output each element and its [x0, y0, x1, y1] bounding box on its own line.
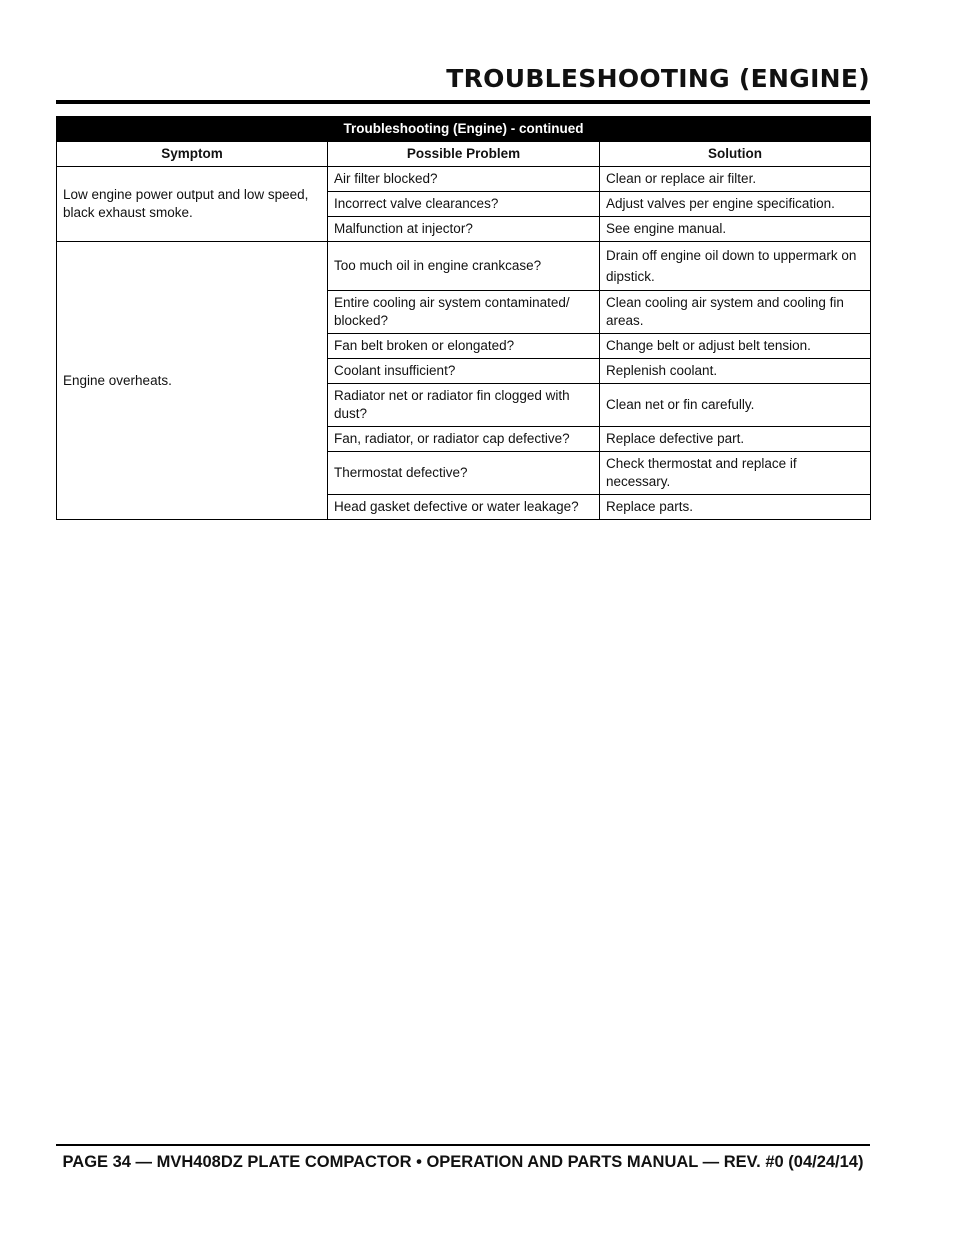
problem-cell: Air filter blocked? — [328, 167, 600, 192]
problem-cell: Fan, radiator, or radiator cap defective? — [328, 427, 600, 452]
solution-cell: Replenish coolant. — [600, 359, 871, 384]
solution-cell: Adjust valves per engine specification. — [600, 192, 871, 217]
page-title: TROUBLESHOOTING (ENGINE) — [446, 64, 870, 93]
solution-cell: Clean cooling air system and cooling fin areas. — [600, 291, 871, 334]
problem-cell: Incorrect valve clearances? — [328, 192, 600, 217]
problem-cell: Radiator net or radiator fin clogged with dust? — [328, 384, 600, 427]
problem-cell: Head gasket defective or water leakage? — [328, 495, 600, 520]
problem-cell: Too much oil in engine crankcase? — [328, 242, 600, 291]
page-footer: PAGE 34 — MVH408DZ PLATE COMPACTOR • OPERATION AND PARTS MANUAL — REV. #0 (04/24/14) — [62, 1153, 864, 1171]
footer-rule — [56, 1144, 870, 1146]
symptom-cell: Low engine power output and low speed, black exhaust smoke. — [57, 167, 328, 242]
column-header-problem: Possible Problem — [328, 142, 600, 167]
problem-cell: Coolant insufficient? — [328, 359, 600, 384]
problem-cell: Entire cooling air system contaminated/ blocked? — [328, 291, 600, 334]
column-header-symptom: Symptom — [57, 142, 328, 167]
solution-cell: See engine manual. — [600, 217, 871, 242]
column-header-solution: Solution — [600, 142, 871, 167]
solution-cell: Check thermostat and replace if necessary. — [600, 452, 871, 495]
table-row — [57, 242, 871, 291]
table-row — [57, 167, 871, 192]
solution-cell: Replace defective part. — [600, 427, 871, 452]
table-caption: Troubleshooting (Engine) - continued — [57, 117, 871, 142]
solution-cell: Clean or replace air filter. — [600, 167, 871, 192]
solution-cell: Change belt or adjust belt tension. — [600, 334, 871, 359]
symptom-cell: Engine overheats. — [57, 242, 328, 520]
title-rule — [56, 100, 870, 104]
problem-cell: Malfunction at injector? — [328, 217, 600, 242]
troubleshooting-table — [56, 116, 871, 520]
problem-cell: Thermostat defective? — [328, 452, 600, 495]
solution-cell: Replace parts. — [600, 495, 871, 520]
solution-cell: Clean net or fin carefully. — [600, 384, 871, 427]
problem-cell: Fan belt broken or elongated? — [328, 334, 600, 359]
solution-cell: Drain off engine oil down to uppermark on dipstick. — [600, 242, 871, 291]
